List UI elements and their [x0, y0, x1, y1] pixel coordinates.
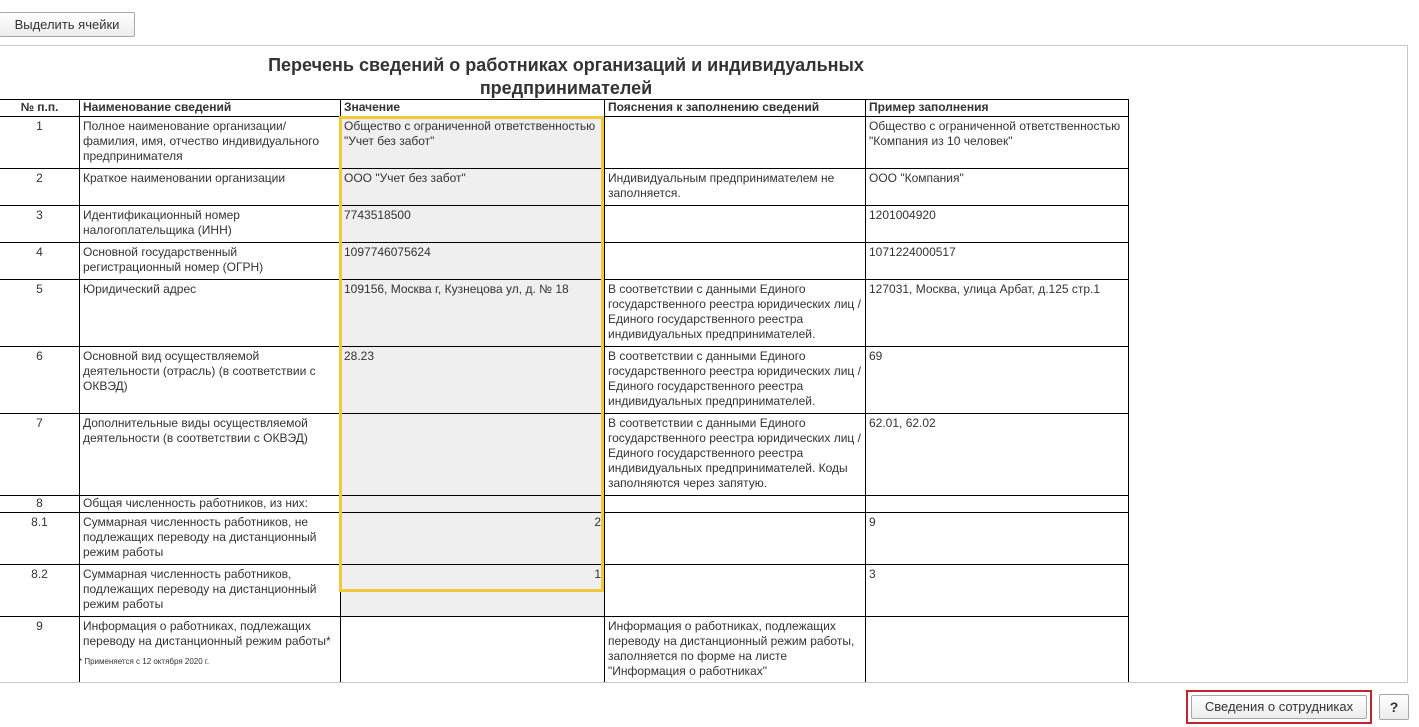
row-note: [605, 206, 866, 243]
row-example: 1071224000517: [866, 243, 1129, 280]
row-name: Суммарная численность работников, подлежащих переводу на дистанционный режим работы: [80, 565, 341, 617]
row-value-cell[interactable]: [341, 414, 605, 496]
row-note: В соответствии с данными Единого государственного реестра юридических лиц /Единого государственного реестра индивидуальных предпринимателей. Коды заполняются через запятую.: [605, 414, 866, 496]
row-example: ООО "Компания": [866, 169, 1129, 206]
row-name: Юридический адрес: [80, 280, 341, 347]
row-example: 69: [866, 347, 1129, 414]
row-number: 7: [0, 414, 80, 496]
row-number: 4: [0, 243, 80, 280]
row-example: [866, 617, 1129, 684]
row-value-cell[interactable]: ООО "Учет без забот": [341, 169, 605, 206]
table-row: [0, 496, 1129, 513]
row-example: 1201004920: [866, 206, 1129, 243]
row-note: [605, 243, 866, 280]
row-name: Дополнительные виды осуществляемой деятельности (в соответствии с ОКВЭД): [80, 414, 341, 496]
row-value-cell[interactable]: 7743518500: [341, 206, 605, 243]
row-note: [605, 496, 866, 513]
row-name: Краткое наименовании организации: [80, 169, 341, 206]
header-note: Пояснения к заполнению сведений: [605, 100, 866, 117]
row-name: Информация о работниках, подлежащих переводу на дистанционный режим работы*: [80, 617, 341, 684]
employees-info-table: [0, 99, 1129, 683]
row-number: 8.2: [0, 565, 80, 617]
row-number: 5: [0, 280, 80, 347]
row-name: Основной вид осуществляемой деятельности (отрасль) (в соответствии с ОКВЭД): [80, 347, 341, 414]
row-name: Полное наименование организации/ фамилия, имя, отчество индивидуального предпринимателя: [80, 117, 341, 169]
row-number: 1: [0, 117, 80, 169]
row-value-cell[interactable]: 1097746075624: [341, 243, 605, 280]
row-value-cell[interactable]: [341, 496, 605, 513]
header-value: Значение: [341, 100, 605, 117]
table-row: [0, 117, 1129, 169]
row-note: В соответствии с данными Единого государственного реестра юридических лиц /Единого государственного реестра индивидуальных предпринимателей.: [605, 280, 866, 347]
table-row: [0, 243, 1129, 280]
row-example: 127031, Москва, улица Арбат, д.125 стр.1: [866, 280, 1129, 347]
table-row: [0, 513, 1129, 565]
spreadsheet-document[interactable]: [0, 45, 1408, 683]
header-number: № п.п.: [0, 100, 80, 117]
row-number: 3: [0, 206, 80, 243]
row-example: 3: [866, 565, 1129, 617]
select-cells-button[interactable]: Выделить ячейки: [0, 12, 135, 37]
row-number: 9: [0, 617, 80, 684]
table-row: [0, 617, 1129, 684]
row-note: В соответствии с данными Единого государственного реестра юридических лиц /Единого государственного реестра индивидуальных предпринимателей.: [605, 347, 866, 414]
table-row: [0, 414, 1129, 496]
row-number: 6: [0, 347, 80, 414]
table-row: [0, 206, 1129, 243]
table-row: [0, 347, 1129, 414]
row-note: Индивидуальным предпринимателем не заполняется.: [605, 169, 866, 206]
row-example: Общество с ограниченной ответственностью "Компания из 10 человек": [866, 117, 1129, 169]
sheet-title: Перечень сведений о работниках организаций и индивидуальных предпринимателей: [268, 55, 864, 98]
employees-info-button[interactable]: Сведения о сотрудниках: [1191, 695, 1367, 719]
row-note: Информация о работниках, подлежащих переводу на дистанционный режим работы, заполняется по форме на листе "Информация о работниках": [605, 617, 866, 684]
row-name: Основной государственный регистрационный номер (ОГРН): [80, 243, 341, 280]
row-number: 8.1: [0, 513, 80, 565]
help-button[interactable]: ?: [1379, 694, 1409, 720]
footnote: * Применяется с 12 октября 2020 г.: [79, 657, 210, 666]
row-example: 62.01, 62.02: [866, 414, 1129, 496]
row-name: Идентификационный номер налогоплательщика (ИНН): [80, 206, 341, 243]
table-row: [0, 169, 1129, 206]
row-value-cell[interactable]: 1: [341, 565, 605, 617]
header-example: Пример заполнения: [866, 100, 1129, 117]
row-note: [605, 565, 866, 617]
row-value-cell[interactable]: 28.23: [341, 347, 605, 414]
staff-button-focus-frame: [1186, 690, 1372, 724]
row-number: 8: [0, 496, 80, 513]
row-name: Общая численность работников, из них:: [80, 496, 341, 513]
table-row: [0, 280, 1129, 347]
row-value-cell[interactable]: 2: [341, 513, 605, 565]
row-value-cell[interactable]: 109156, Москва г, Кузнецова ул, д. № 18: [341, 280, 605, 347]
row-number: 2: [0, 169, 80, 206]
table-header-row: [0, 100, 1129, 117]
row-example: [866, 496, 1129, 513]
row-value-cell[interactable]: Общество с ограниченной ответственностью "Учет без забот": [341, 117, 605, 169]
row-note: [605, 513, 866, 565]
table-row: [0, 565, 1129, 617]
header-name: Наименование сведений: [80, 100, 341, 117]
row-example: 9: [866, 513, 1129, 565]
row-name: Суммарная численность работников, не подлежащих переводу на дистанционный режим работы: [80, 513, 341, 565]
row-value-cell: [341, 617, 605, 684]
row-note: [605, 117, 866, 169]
